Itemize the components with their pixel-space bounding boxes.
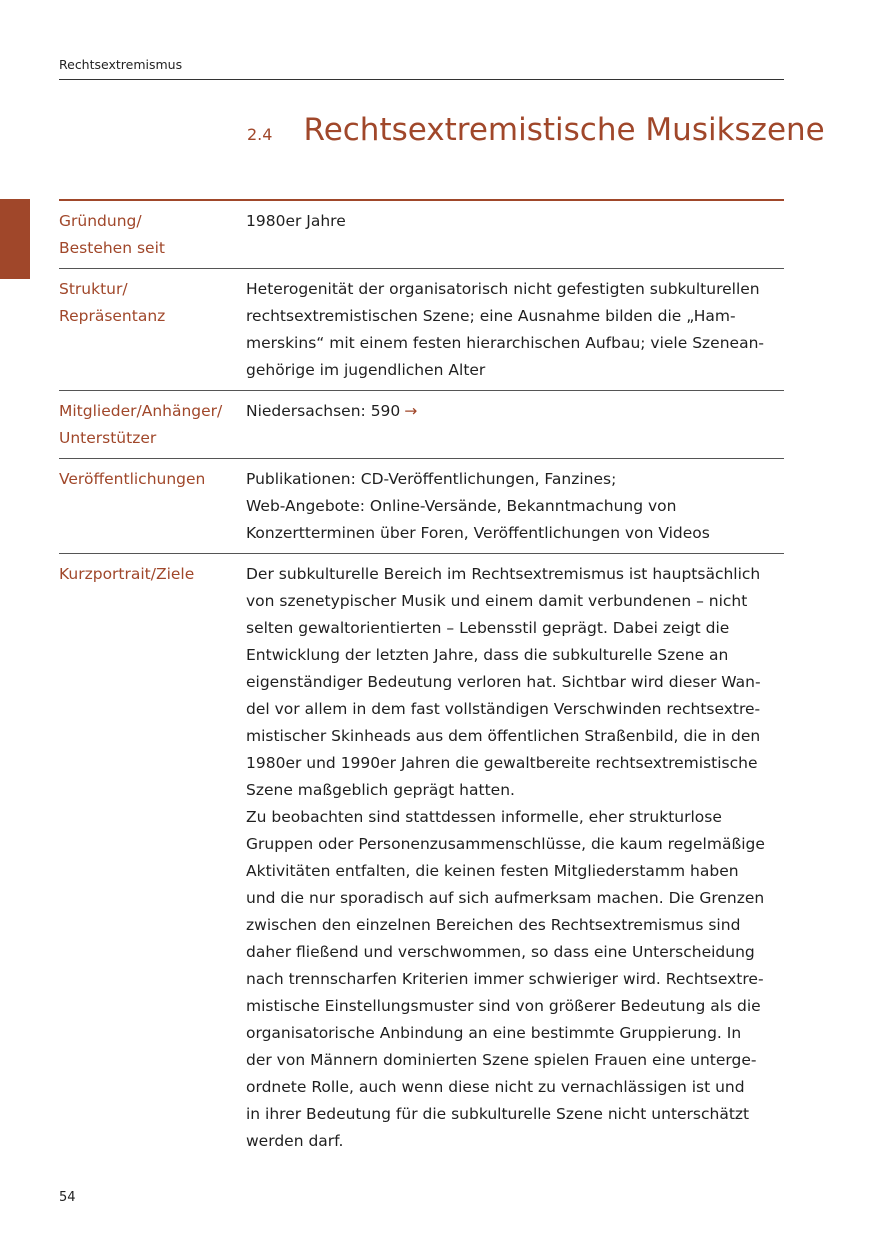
text-line: rechtsextremistischen Szene; eine Ausnahme bilden die „Ham- <box>246 307 736 325</box>
row-structure <box>59 269 784 391</box>
text-line: der von Männern dominierten Szene spielen Frauen eine unterge- <box>246 1051 757 1069</box>
text-line: zwischen den einzelnen Bereichen des Rechtsextremismus sind <box>246 916 741 934</box>
text-line: in ihrer Bedeutung für die subkulturelle Szene nicht unterschätzt <box>246 1105 750 1123</box>
page-number: 54 <box>59 1190 76 1205</box>
text-line: Heterogenität der organisatorisch nicht gefestigten subkulturellen <box>246 280 760 298</box>
value-publications <box>246 466 784 547</box>
row-members <box>59 391 784 459</box>
label-structure <box>59 276 246 384</box>
label-portrait: Kurzportrait/Ziele <box>59 565 195 583</box>
row-portrait <box>59 554 784 1161</box>
value-founding: 1980er Jahre <box>246 212 346 230</box>
text-line: daher fließend und verschwommen, so dass eine Unterscheidung <box>246 943 755 961</box>
text-line: Web-Angebote: Online-Versände, Bekanntmachung von <box>246 497 677 515</box>
text-line: Entwicklung der letzten Jahre, dass die subkulturelle Szene an <box>246 646 729 664</box>
running-head: Rechtsextremismus <box>59 57 183 72</box>
text-line: mistischer Skinheads aus dem öffentlichen Straßenbild, die in den <box>246 727 761 745</box>
text-line: del vor allem in dem fast vollständigen Verschwinden rechtsextre- <box>246 700 761 718</box>
section-heading <box>247 112 825 148</box>
text-line: 1980er und 1990er Jahren die gewaltbereite rechtsextremistische <box>246 754 758 772</box>
section-number: 2.4 <box>247 125 273 144</box>
value-members <box>246 398 784 452</box>
section-title: Rechtsextremistische Musikszene <box>303 112 825 148</box>
label-line: Mitglieder/Anhänger/ <box>59 402 223 420</box>
label-line: Bestehen seit <box>59 239 165 257</box>
value-portrait <box>246 561 784 1155</box>
row-publications <box>59 459 784 554</box>
label-line: Struktur/ <box>59 280 128 298</box>
text-line: Der subkulturelle Bereich im Rechtsextremismus ist hauptsächlich <box>246 565 761 583</box>
text-line: Gruppen oder Personenzusammenschlüsse, die kaum regelmäßige <box>246 835 765 853</box>
label-founding <box>59 208 246 262</box>
label-line: Repräsentanz <box>59 307 166 325</box>
value-structure <box>246 276 784 384</box>
row-founding <box>59 201 784 269</box>
text-line: werden darf. <box>246 1132 344 1150</box>
member-count: Niedersachsen: 590 <box>246 402 401 420</box>
profile-table <box>59 199 784 1161</box>
text-line: selten gewaltorientierten – Lebensstil geprägt. Dabei zeigt die <box>246 619 730 637</box>
text-line: von szenetypischer Musik und einem damit verbundenen – nicht <box>246 592 748 610</box>
header-rule <box>59 79 784 80</box>
label-line: Unterstützer <box>59 429 157 447</box>
text-line: Zu beobachten sind stattdessen informelle, eher strukturlose <box>246 808 722 826</box>
text-line: merskins“ mit einem festen hierarchischen Aufbau; viele Szenean- <box>246 334 764 352</box>
text-line: nach trennscharfen Kriterien immer schwieriger wird. Rechtsextre- <box>246 970 764 988</box>
text-line: Publikationen: CD-Veröffentlichungen, Fanzines; <box>246 470 617 488</box>
text-line: Konzertterminen über Foren, Veröffentlichungen von Videos <box>246 524 710 542</box>
text-line: ordnete Rolle, auch wenn diese nicht zu vernachlässigen ist und <box>246 1078 745 1096</box>
label-line: Gründung/ <box>59 212 142 230</box>
text-line: mistische Einstellungsmuster sind von größerer Bedeutung als die <box>246 997 761 1015</box>
text-line: Aktivitäten entfalten, die keinen festen Mitgliederstamm haben <box>246 862 739 880</box>
text-line: eigenständiger Bedeutung verloren hat. Sichtbar wird dieser Wan- <box>246 673 761 691</box>
text-line: gehörige im jugendlichen Alter <box>246 361 486 379</box>
trend-arrow-icon: → <box>404 402 418 420</box>
label-members <box>59 398 246 452</box>
chapter-tab-marker <box>0 199 30 279</box>
text-line: Szene maßgeblich geprägt hatten. <box>246 781 515 799</box>
text-line: und die nur sporadisch auf sich aufmerksam machen. Die Grenzen <box>246 889 765 907</box>
text-line: organisatorische Anbindung an eine bestimmte Gruppierung. In <box>246 1024 742 1042</box>
label-publications: Veröffentlichungen <box>59 470 206 488</box>
